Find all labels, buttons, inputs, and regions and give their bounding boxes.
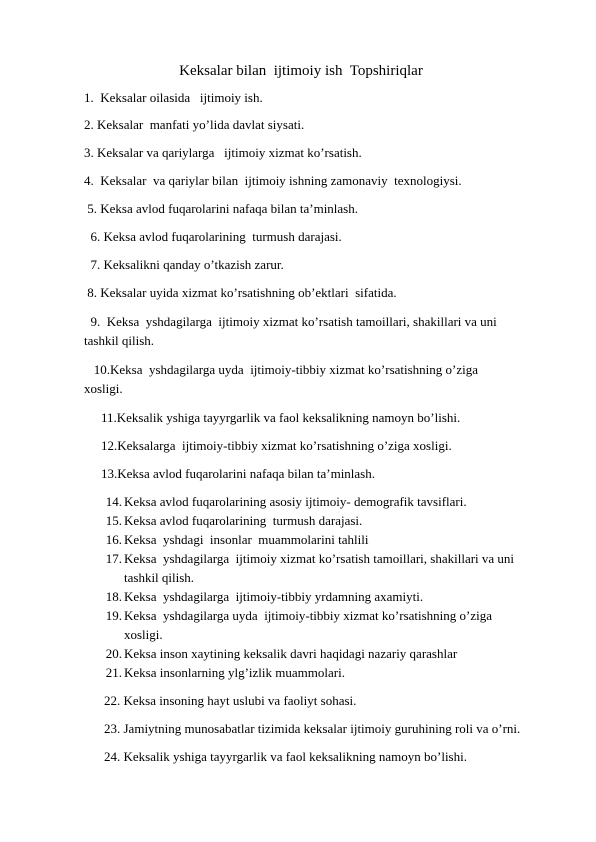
list-item: Keksa yshdagilarga ijtimoiy xizmat ko’rsatish tamoillari, shakillari va uni (124, 551, 515, 566)
list-item: Keksa yshdagilarga uyda ijtimoiy-tibbiy xizmat ko’rsatishning o’ziga (124, 608, 493, 623)
list-item: 1. Keksalar oilasida ijtimoiy ish. (84, 90, 263, 105)
list-item-continuation: xosligi. (124, 627, 163, 642)
list-item: 23. Jamiytning munosabatlar tizimida keksalar ijtimoiy guruhining roli va o’rni. (104, 721, 521, 736)
list-item: Keksa insonlarning ylg’izlik muammolari. (124, 665, 345, 680)
list-item: Keksa yshdagilarga ijtimoiy-tibbiy yrdamning axamiyti. (124, 589, 424, 604)
list-item: Keksa yshdagi insonlar muammolarini tahlili (124, 532, 369, 547)
list-number: 20. (105, 646, 122, 661)
list-item: Keksa inson xaytining keksalik davri haqidagi nazariy qarashlar (124, 646, 458, 661)
list-item: 11.Keksalik yshiga tayyrgarlik va faol keksalikning namoyn bo’lishi. (101, 410, 461, 425)
list-item-continuation: tashkil qilish. (84, 333, 155, 348)
list-item-continuation: xosligi. (84, 381, 123, 396)
list-number: 19. (105, 608, 122, 623)
list-item: 22. Keksa insoning hayt uslubi va faoliyt sohasi. (104, 693, 357, 708)
list-item: 6. Keksa avlod fuqarolarining turmush darajasi. (84, 229, 342, 244)
list-item: 4. Keksalar va qariylar bilan ijtimoiy ishning zamonaviy texnologiysi. (84, 173, 462, 188)
list-number: 17. (105, 551, 122, 566)
list-item: 2. Keksalar manfati yo’lida davlat siysati. (84, 117, 305, 132)
list-item: 24. Keksalik yshiga tayyrgarlik va faol keksalikning namoyn bo’lishi. (104, 749, 467, 764)
list-item: Keksa avlod fuqarolarining asosiy ijtimoiy- demografik tavsiflari. (124, 494, 467, 509)
list-item: 9. Keksa yshdagilarga ijtimoiy xizmat ko’rsatish tamoillari, shakillari va uni (84, 314, 497, 329)
list-item-continuation: tashkil qilish. (124, 570, 195, 585)
list-item: 8. Keksalar uyida xizmat ko’rsatishning ob’ektlari sifatida. (84, 285, 397, 300)
list-number: 14. (105, 494, 122, 509)
page-title: Keksalar bilan ijtimoiy ish Topshiriqlar (179, 63, 423, 79)
list-number: 21. (105, 665, 122, 680)
list-item: Keksa avlod fuqarolarining turmush darajasi. (124, 513, 363, 528)
list-number: 16. (105, 532, 122, 547)
list-item: 13.Keksa avlod fuqarolarini nafaqa bilan ta’minlash. (101, 466, 375, 481)
list-number: 18. (105, 589, 122, 604)
list-item: 10.Keksa yshdagilarga uyda ijtimoiy-tibbiy xizmat ko’rsatishning o’ziga (84, 362, 479, 377)
list-item: 3. Keksalar va qariylarga ijtimoiy xizmat ko’rsatish. (84, 145, 362, 160)
list-item: 12.Keksalarga ijtimoiy-tibbiy xizmat ko’rsatishning o’ziga xosligi. (101, 438, 452, 453)
list-item: 5. Keksa avlod fuqarolarini nafaqa bilan ta’minlash. (84, 201, 358, 216)
list-number: 15. (105, 513, 122, 528)
list-item: 7. Keksalikni qanday o’tkazish zarur. (84, 257, 284, 272)
